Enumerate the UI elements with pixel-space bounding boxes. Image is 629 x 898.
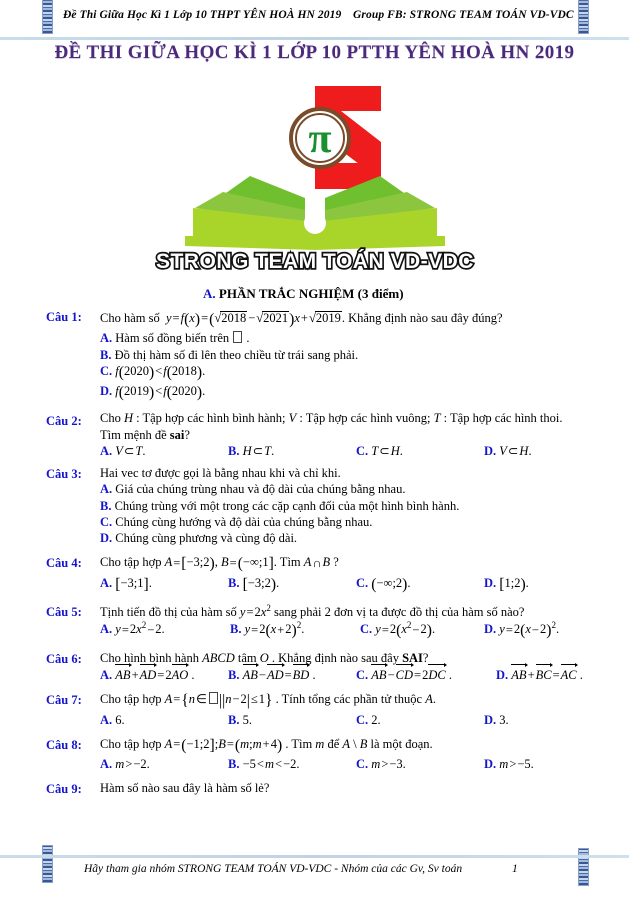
option-b[interactable]	[100, 347, 621, 363]
option-b-letter: B.	[100, 347, 112, 362]
question-9-number: Câu 9:	[46, 782, 82, 797]
question-2-stem-line1: Cho H : Tập hợp các hình bình hành; V : Tập hợp các hình vuông; T : Tập hợp các hình thoi.	[100, 411, 563, 426]
option-d-letter: D.	[484, 712, 497, 727]
option-d-letter: D.	[100, 384, 113, 399]
option-a-letter: A.	[100, 668, 113, 683]
question-7-options	[100, 712, 621, 728]
option-c-letter: C.	[356, 668, 369, 683]
section-heading	[203, 286, 629, 302]
option-c[interactable]: C. AB−CD=2DC .	[356, 668, 452, 683]
section-letter: A.	[203, 286, 216, 301]
question-5-number: Câu 5:	[46, 605, 82, 620]
option-b-letter: B.	[228, 712, 240, 727]
option-d[interactable]	[100, 530, 621, 546]
question-2-number: Câu 2:	[46, 414, 82, 429]
question-1-stem-prefix: Cho hàm số	[100, 311, 160, 326]
option-b[interactable]: B. [−3;2).	[228, 575, 280, 593]
question-8-options	[100, 756, 621, 772]
option-c-letter: C.	[356, 575, 369, 590]
option-d-letter: D.	[484, 443, 497, 458]
option-c[interactable]	[100, 363, 621, 383]
option-c[interactable]: C. T⊂H.	[356, 443, 403, 458]
question-4-number: Câu 4:	[46, 556, 82, 571]
option-c-letter: C.	[360, 622, 373, 637]
question-1	[0, 306, 629, 403]
logo-graphic	[155, 80, 475, 280]
option-b[interactable]: B. $y=2(x+2)^2$.	[230, 620, 305, 640]
running-header	[0, 9, 629, 35]
strong-team-logo	[155, 80, 475, 280]
question-7	[0, 683, 629, 728]
option-c[interactable]: C. (−∞;2).	[356, 575, 411, 593]
option-b-letter: B.	[228, 757, 240, 772]
question-3-options	[100, 481, 621, 546]
option-c[interactable]: C. m>−3.	[356, 757, 406, 772]
option-c-letter: C.	[100, 514, 113, 529]
question-3	[0, 459, 629, 546]
option-c-letter: C.	[356, 757, 369, 772]
option-c-letter: C.	[356, 712, 369, 727]
question-8-stem: Cho tập hợp A=(−1;2];B=(m;m+4) . Tìm m để A \ B là một đoạn.	[100, 736, 433, 754]
option-c-letter: C.	[356, 443, 369, 458]
option-a[interactable]: A. 6.	[100, 712, 125, 727]
option-b[interactable]: B. H⊂T.	[228, 443, 275, 458]
option-c[interactable]: C. $y=2(x^2-2)$.	[360, 620, 436, 640]
option-a-text: Hàm số đồng biến trên .	[115, 331, 250, 346]
option-a-letter: A.	[100, 443, 113, 458]
logo-brand-text: STRONG TEAM TOÁN VD-VDC	[155, 250, 474, 273]
option-d[interactable]: D. [1;2).	[484, 575, 529, 593]
option-b[interactable]	[100, 498, 621, 514]
option-d-letter: D.	[496, 668, 509, 683]
option-c-text: f(2020)<f(2018).	[115, 363, 206, 381]
option-b-letter: B.	[228, 668, 240, 683]
option-d[interactable]: D. 3.	[484, 712, 509, 727]
page-number: 1	[512, 863, 518, 875]
option-b-letter: B.	[230, 622, 242, 637]
question-1-stem-suffix: Khẳng định nào sau đây đúng?	[348, 311, 503, 326]
question-6	[0, 642, 629, 684]
missing-glyph-icon	[233, 331, 242, 343]
question-4-stem: Cho tập hợp A=[−3;2), B=(−∞;1]. Tìm A∩B ?	[100, 555, 339, 573]
option-d-text: Chúng cùng phương và cùng độ dài.	[115, 531, 298, 546]
question-6-stem-emphasis: SAI	[402, 650, 423, 665]
question-9	[0, 772, 629, 796]
option-c-letter: C.	[100, 363, 113, 378]
footer-rule	[0, 855, 629, 858]
header-rule	[0, 37, 629, 40]
option-a[interactable]	[100, 481, 621, 497]
option-d[interactable]: D. V⊂H.	[484, 443, 532, 458]
option-c-text: Chúng cùng hướng và độ dài của chúng bằng nhau.	[115, 514, 373, 529]
option-d-letter: D.	[100, 531, 113, 546]
header-right-text: Group FB: STRONG TEAM TOÁN VD-VDC	[353, 9, 574, 21]
option-b[interactable]: B. AB−AD=BD .	[228, 668, 316, 683]
svg-text:π: π	[307, 116, 332, 162]
option-b-text: Chúng trùng với một trong các cặp cạnh đối của một hình bình hành.	[114, 498, 460, 513]
question-5	[0, 595, 629, 642]
question-7-number: Câu 7:	[46, 693, 82, 708]
section-label: PHẦN TRẮC NGHIỆM (3 điểm)	[218, 286, 404, 301]
option-d-letter: D.	[484, 575, 497, 590]
option-d[interactable]	[100, 383, 621, 403]
option-a-letter: A.	[100, 331, 113, 346]
question-4	[0, 546, 629, 595]
option-a-text: Giá của chúng trùng nhau và độ dài của chúng bằng nhau.	[115, 482, 406, 497]
exam-body	[0, 286, 629, 797]
option-b-letter: B.	[228, 575, 240, 590]
question-9-stem: Hàm số nào sau đây là hàm số lẻ?	[100, 781, 270, 796]
option-b-letter: B.	[228, 443, 240, 458]
question-1-number: Câu 1:	[46, 310, 82, 324]
question-3-stem: Hai vec tơ được gọi là bằng nhau khi và chỉ khi.	[100, 466, 341, 481]
question-2-options	[100, 443, 621, 459]
option-a-letter: A.	[100, 712, 113, 727]
option-c[interactable]: C. 2.	[356, 712, 381, 727]
option-b-text: Đồ thị hàm số đi lên theo chiều từ trái sang phải.	[114, 347, 359, 362]
logo-block	[0, 80, 629, 280]
question-1-options	[100, 330, 621, 403]
option-a[interactable]: A. V⊂T.	[100, 443, 146, 458]
option-a-letter: A.	[100, 482, 113, 497]
question-8	[0, 728, 629, 773]
option-a[interactable]: A. AB+AD=2AO .	[100, 668, 195, 683]
question-7-stem: Cho tập hợp A={n∈ ||n−2|≤1} . Tính tổng các phần tử thuộc A.	[100, 692, 436, 710]
question-6-options	[100, 666, 621, 683]
question-1-stem: Cho hàm số y=f(x)=(√2018 −√2021)x+√2019. Khẳng định nào sau đây đúng?	[100, 311, 503, 328]
header-left-text: Đề Thi Giữa Học Kì 1 Lớp 10 THPT YÊN HOÀ HN 2019	[63, 9, 342, 21]
question-6-number: Câu 6:	[46, 651, 82, 666]
option-d[interactable]: D. $y=2(x-2)^2$.	[484, 620, 560, 640]
footer-text: Hãy tham gia nhóm STRONG TEAM TOÁN VD-VDC - Nhóm của các Gv, Sv toán	[84, 863, 463, 875]
option-a[interactable]: A. $y=2x^2-2$.	[100, 620, 165, 637]
question-2-stem-prefix: Tìm mệnh đề	[100, 427, 170, 442]
option-a-letter: A.	[100, 757, 113, 772]
running-footer	[0, 863, 629, 885]
question-2	[0, 403, 629, 459]
option-b[interactable]: B. −5<m<−2.	[228, 757, 300, 772]
missing-glyph-icon	[209, 692, 218, 704]
option-d-letter: D.	[484, 757, 497, 772]
option-b[interactable]: B. 5.	[228, 712, 252, 727]
option-d-letter: D.	[484, 622, 497, 637]
question-6-stem: Cho hình bình hành ABCD tâm O . Khẳng định nào sau đây SAI?	[100, 650, 429, 665]
option-a-letter: A.	[100, 575, 113, 590]
option-a[interactable]	[100, 330, 621, 346]
question-5-stem: Tịnh tiến đồ thị của hàm số $y=2x^2$ sang phải 2 đơn vị ta được đồ thị của hàm số nào?	[100, 603, 525, 620]
question-2-stem-suffix: ?	[184, 427, 190, 442]
question-8-number: Câu 8:	[46, 737, 82, 752]
option-a[interactable]: A. m>−2.	[100, 757, 150, 772]
option-b-letter: B.	[100, 498, 112, 513]
question-4-options	[100, 575, 621, 595]
question-5-options	[100, 620, 621, 641]
question-2-stem-emphasis: sai	[169, 427, 185, 442]
page-title: ĐỀ THI GIỮA HỌC KÌ 1 LỚP 10 PTTH YÊN HOÀ HN 2019	[54, 42, 575, 63]
question-2-stem-line2	[100, 427, 611, 443]
option-d[interactable]: D. AB+BC=AC .	[496, 668, 583, 683]
option-d-text: f(2019)<f(2020).	[115, 384, 206, 402]
option-d[interactable]: D. m>−5.	[484, 757, 534, 772]
option-a[interactable]: A. [−3;1].	[100, 575, 152, 593]
option-c[interactable]	[100, 514, 621, 530]
question-3-number: Câu 3:	[46, 467, 82, 482]
option-a-letter: A.	[100, 622, 113, 637]
